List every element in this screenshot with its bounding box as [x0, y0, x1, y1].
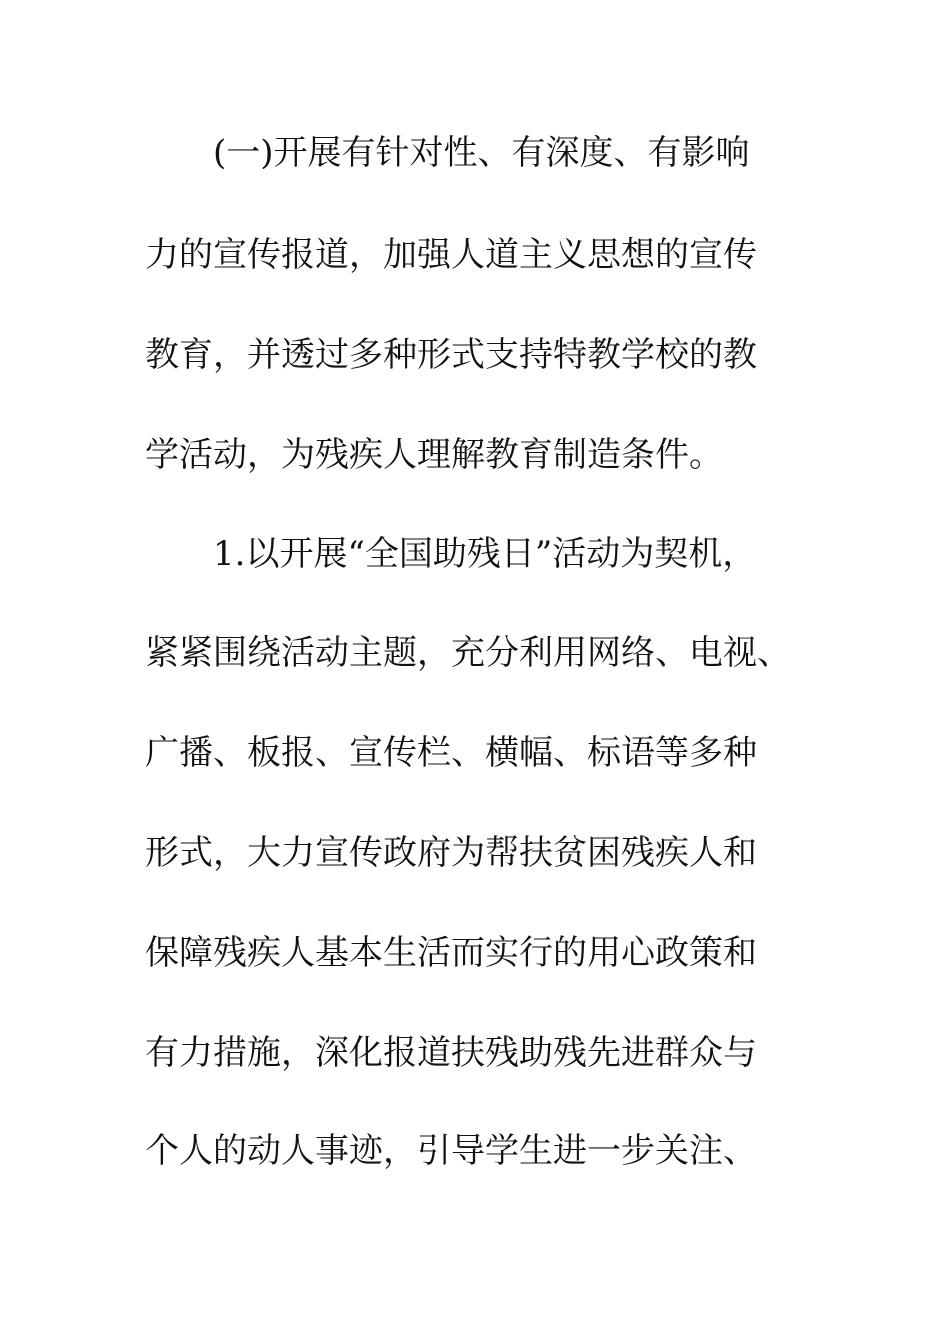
- text-line: 有力措施，深化报道扶残助残先进群众与: [145, 1033, 757, 1073]
- paragraph-first-line: 1.以开展“全国助残日”活动为契机，: [213, 534, 757, 574]
- text-line: 学活动，为残疾人理解教育制造条件。: [145, 435, 723, 475]
- text-line: 形式，大力宣传政府为帮扶贫困残疾人和: [145, 833, 757, 873]
- paragraph-heading-line: (一)开展有针对性、有深度、有影响: [213, 133, 750, 173]
- text-line: 保障残疾人基本生活而实行的用心政策和: [145, 933, 757, 973]
- text-line: 力的宣传报道，加强人道主义思想的宣传: [145, 235, 757, 275]
- text-line: 广播、板报、宣传栏、横幅、标语等多种: [145, 733, 757, 773]
- text-line: 个人的动人事迹，引导学生进一步关注、: [145, 1131, 757, 1171]
- text-line: 教育，并透过多种形式支持特教学校的教: [145, 335, 757, 375]
- text-line: 紧紧围绕活动主题，充分利用网络、电视、: [145, 633, 791, 673]
